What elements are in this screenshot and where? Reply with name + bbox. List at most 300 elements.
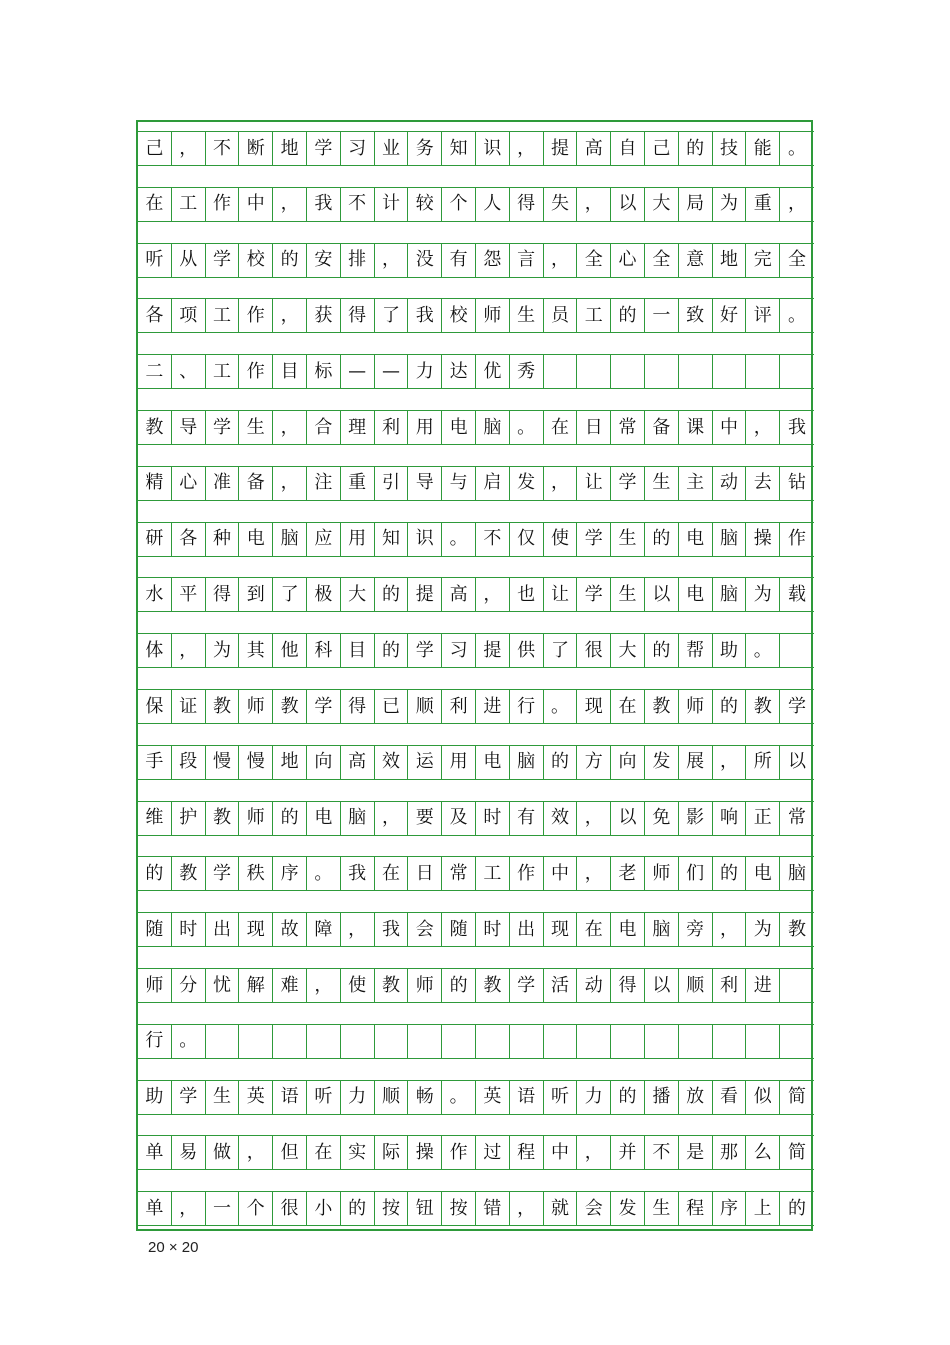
grid-cell: 学 [780, 689, 814, 724]
grid-cell: 顺 [375, 1080, 409, 1115]
grid-cell: 放 [679, 1080, 713, 1115]
grid-cell: ， [577, 801, 611, 836]
grid-cell: 以 [780, 745, 814, 780]
grid-cell: 们 [679, 856, 713, 891]
grid-cell: 中 [544, 1135, 578, 1170]
grid-cell: ， [273, 187, 307, 222]
grid-cell: 中 [239, 187, 273, 222]
grid-cell: 及 [442, 801, 476, 836]
grid-cell: 全 [780, 243, 814, 278]
grid-cell: 作 [510, 856, 544, 891]
grid-cell: 载 [780, 577, 814, 612]
grid-cell: — [341, 354, 375, 389]
grid-cell: 校 [442, 298, 476, 333]
grid-cell: 心 [172, 466, 206, 501]
grid-cell: 。 [544, 689, 578, 724]
grid-cell: 生 [645, 466, 679, 501]
grid-cell: 与 [442, 466, 476, 501]
grid-cell: 助 [713, 633, 747, 668]
grid-cell: 怨 [476, 243, 510, 278]
grid-cell: 在 [544, 410, 578, 445]
grid-cell: 电 [307, 801, 341, 836]
grid-cell: 局 [679, 187, 713, 222]
grid-cell [780, 1024, 814, 1059]
grid-cell: 备 [645, 410, 679, 445]
grid-cell: 作 [206, 187, 240, 222]
grid-cell: 力 [408, 354, 442, 389]
grid-cell: 简 [780, 1135, 814, 1170]
grid-cell: 听 [544, 1080, 578, 1115]
grid-cell: 的 [611, 1080, 645, 1115]
grid-cell: 作 [780, 522, 814, 557]
grid-cell: 听 [138, 243, 172, 278]
grid-cell: 按 [442, 1191, 476, 1226]
grid-cell: 方 [577, 745, 611, 780]
grid-cell: ， [375, 801, 409, 836]
grid-cell: 脑 [713, 577, 747, 612]
grid-cell: 实 [341, 1135, 375, 1170]
grid-cell [713, 354, 747, 389]
grid-cell: 单 [138, 1135, 172, 1170]
grid-cell: 向 [307, 745, 341, 780]
grid-cell: 工 [206, 298, 240, 333]
grid-cell: 为 [746, 912, 780, 947]
grid-cell: 知 [442, 131, 476, 166]
grid-cell: 工 [172, 187, 206, 222]
grid-cell: 按 [375, 1191, 409, 1226]
grid-cell: 播 [645, 1080, 679, 1115]
grid-cell: 行 [510, 689, 544, 724]
grid-cell: 意 [679, 243, 713, 278]
grid-cell: 常 [780, 801, 814, 836]
grid-cell: 电 [746, 856, 780, 891]
grid-cell: 电 [476, 745, 510, 780]
grid-cell [544, 354, 578, 389]
grid-cell: 顺 [679, 968, 713, 1003]
grid-cell: 脑 [273, 522, 307, 557]
grid-cell: 大 [611, 633, 645, 668]
grid-cell: 动 [713, 466, 747, 501]
grid-cell: 的 [645, 633, 679, 668]
grid-cell: 学 [172, 1080, 206, 1115]
grid-cell: 师 [645, 856, 679, 891]
grid-cell: ， [577, 856, 611, 891]
grid-cell: 师 [476, 298, 510, 333]
grid-cell: 大 [645, 187, 679, 222]
grid-cell: 慢 [239, 745, 273, 780]
grid-cell: 动 [577, 968, 611, 1003]
grid-cell: 钮 [408, 1191, 442, 1226]
grid-cell: 其 [239, 633, 273, 668]
grid-cell: 常 [611, 410, 645, 445]
grid-cell: 易 [172, 1135, 206, 1170]
grid-cell: 利 [442, 689, 476, 724]
grid-cell: 利 [713, 968, 747, 1003]
grid-cell [679, 354, 713, 389]
grid-cell: 的 [341, 1191, 375, 1226]
grid-cell: 导 [408, 466, 442, 501]
grid-cell: ， [510, 131, 544, 166]
grid-cell: 证 [172, 689, 206, 724]
grid-cell [611, 354, 645, 389]
grid-cell: 电 [679, 577, 713, 612]
grid-cell: 合 [307, 410, 341, 445]
grid-cell: 提 [544, 131, 578, 166]
grid-cell: 一 [645, 298, 679, 333]
grid-cell: 英 [239, 1080, 273, 1115]
grid-cell: 不 [206, 131, 240, 166]
grid-cell: 全 [645, 243, 679, 278]
grid-cell: 学 [206, 243, 240, 278]
grid-cell: 以 [645, 577, 679, 612]
grid-cell: 。 [746, 633, 780, 668]
grid-cell: 让 [577, 466, 611, 501]
grid-cell: 听 [307, 1080, 341, 1115]
grid-cell [746, 354, 780, 389]
grid-cell: ， [273, 298, 307, 333]
grid-cell: 启 [476, 466, 510, 501]
grid-cell: 力 [577, 1080, 611, 1115]
grid-cell: 习 [442, 633, 476, 668]
grid-cell: 的 [544, 745, 578, 780]
grid-cell: 教 [273, 689, 307, 724]
grid-cell: 操 [408, 1135, 442, 1170]
grid-row [138, 968, 811, 1003]
grid-cell: 识 [476, 131, 510, 166]
grid-cell: 我 [341, 856, 375, 891]
grid-cell: ， [273, 410, 307, 445]
grid-cell: 的 [273, 243, 307, 278]
grid-cell: 学 [307, 689, 341, 724]
grid-cell [442, 1024, 476, 1059]
grid-cell [611, 1024, 645, 1059]
grid-row [138, 298, 811, 333]
grid-cell: 目 [273, 354, 307, 389]
grid-cell: 教 [138, 410, 172, 445]
grid-cell: 个 [442, 187, 476, 222]
grid-cell: 生 [510, 298, 544, 333]
grid-cell: 己 [645, 131, 679, 166]
grid-cell: 学 [206, 410, 240, 445]
grid-cell: 不 [341, 187, 375, 222]
grid-cell: 心 [611, 243, 645, 278]
grid-cell: 高 [442, 577, 476, 612]
grid-cell: 电 [239, 522, 273, 557]
grid-cell: 的 [713, 856, 747, 891]
grid-cell: ， [780, 187, 814, 222]
grid-cell: 展 [679, 745, 713, 780]
grid-cell: 力 [341, 1080, 375, 1115]
grid-cell: 生 [206, 1080, 240, 1115]
grid-cell [679, 1024, 713, 1059]
grid-cell: ， [577, 187, 611, 222]
grid-cell: 脑 [510, 745, 544, 780]
grid-cell [645, 1024, 679, 1059]
grid-cell: 能 [746, 131, 780, 166]
grid-cell: 过 [476, 1135, 510, 1170]
grid-cell: 计 [375, 187, 409, 222]
grid-cell [341, 1024, 375, 1059]
grid-cell: ， [172, 1191, 206, 1226]
grid-cell: ， [746, 410, 780, 445]
grid-row [138, 1135, 811, 1170]
grid-cell: 导 [172, 410, 206, 445]
grid-cell: 效 [375, 745, 409, 780]
grid-cell: 去 [746, 466, 780, 501]
grid-cell: ， [273, 466, 307, 501]
grid-cell: 了 [375, 298, 409, 333]
grid-cell: 到 [239, 577, 273, 612]
grid-cell [510, 1024, 544, 1059]
grid-cell: 随 [138, 912, 172, 947]
grid-cell [476, 1024, 510, 1059]
grid-cell: 个 [239, 1191, 273, 1226]
grid-cell: 畅 [408, 1080, 442, 1115]
grid-cell: 全 [577, 243, 611, 278]
grid-cell: 生 [645, 1191, 679, 1226]
grid-cell [544, 1024, 578, 1059]
grid-cell: 时 [172, 912, 206, 947]
grid-cell: 似 [746, 1080, 780, 1115]
grid-cell: 要 [408, 801, 442, 836]
grid-cell: 好 [713, 298, 747, 333]
grid-cell: 师 [239, 801, 273, 836]
grid-cell: 脑 [645, 912, 679, 947]
grid-row [138, 1024, 811, 1059]
grid-cell: 程 [679, 1191, 713, 1226]
grid-cell: 水 [138, 577, 172, 612]
grid-cell: 序 [713, 1191, 747, 1226]
grid-cell: 各 [138, 298, 172, 333]
grid-cell: ， [307, 968, 341, 1003]
grid-cell: 高 [341, 745, 375, 780]
grid-cell: 教 [206, 689, 240, 724]
grid-cell: 有 [442, 243, 476, 278]
grid-cell: 让 [544, 577, 578, 612]
grid-cell: ， [341, 912, 375, 947]
grid-cell: 、 [172, 354, 206, 389]
grid-cell: 以 [611, 187, 645, 222]
grid-row [138, 410, 811, 445]
grid-cell: 作 [442, 1135, 476, 1170]
grid-cell: 中 [544, 856, 578, 891]
grid-cell: 忧 [206, 968, 240, 1003]
grid-cell: 效 [544, 801, 578, 836]
grid-cell: 学 [611, 466, 645, 501]
grid-cell: 的 [713, 689, 747, 724]
grid-cell: 仅 [510, 522, 544, 557]
grid-row [138, 522, 811, 557]
grid-cell: 标 [307, 354, 341, 389]
grid-cell: 以 [611, 801, 645, 836]
grid-cell: 师 [138, 968, 172, 1003]
grid-cell: 用 [341, 522, 375, 557]
grid-cell: 我 [375, 912, 409, 947]
grid-cell: 的 [442, 968, 476, 1003]
grid-cell: 。 [510, 410, 544, 445]
grid-cell: 分 [172, 968, 206, 1003]
grid-cell: 序 [273, 856, 307, 891]
grid-cell: 脑 [476, 410, 510, 445]
grid-row [138, 131, 811, 166]
grid-cell: 使 [341, 968, 375, 1003]
grid-cell: 在 [577, 912, 611, 947]
grid-cell: 发 [645, 745, 679, 780]
grid-cell: 识 [408, 522, 442, 557]
grid-cell: ， [375, 243, 409, 278]
grid-cell: 我 [780, 410, 814, 445]
grid-cell: 学 [510, 968, 544, 1003]
grid-cell: 提 [408, 577, 442, 612]
grid-cell: 在 [611, 689, 645, 724]
grid-cell: ， [577, 1135, 611, 1170]
grid-cell: 语 [510, 1080, 544, 1115]
grid-cell: 以 [645, 968, 679, 1003]
grid-cell: 有 [510, 801, 544, 836]
grid-cell: 教 [746, 689, 780, 724]
grid-cell: 不 [476, 522, 510, 557]
grid-cell: 各 [172, 522, 206, 557]
grid-cell: 发 [611, 1191, 645, 1226]
grid-cell: 语 [273, 1080, 307, 1115]
grid-cell: 。 [780, 131, 814, 166]
grid-cell: ， [476, 577, 510, 612]
grid-cell: 目 [341, 633, 375, 668]
grid-cell: 应 [307, 522, 341, 557]
grid-row [138, 1080, 811, 1115]
grid-cell: 脑 [713, 522, 747, 557]
grid-cell [645, 354, 679, 389]
grid-cell: 学 [577, 522, 611, 557]
grid-cell: 向 [611, 745, 645, 780]
grid-cell: 教 [375, 968, 409, 1003]
grid-cell: 我 [307, 187, 341, 222]
grid-row [138, 856, 811, 891]
grid-cell: 准 [206, 466, 240, 501]
grid-cell: 故 [273, 912, 307, 947]
grid-cell: 我 [408, 298, 442, 333]
grid-row [138, 745, 811, 780]
grid-cell: 手 [138, 745, 172, 780]
grid-cell: 为 [206, 633, 240, 668]
grid-cell: 已 [375, 689, 409, 724]
grid-cell: 学 [577, 577, 611, 612]
grid-cell: 重 [746, 187, 780, 222]
grid-cell [408, 1024, 442, 1059]
grid-cell: 师 [239, 689, 273, 724]
grid-cell: 看 [713, 1080, 747, 1115]
grid-row [138, 466, 811, 501]
grid-cell: 的 [645, 522, 679, 557]
grid-cell: 出 [206, 912, 240, 947]
grid-cell: 种 [206, 522, 240, 557]
grid-cell: 上 [746, 1191, 780, 1226]
grid-cell: — [375, 354, 409, 389]
grid-cell: 课 [679, 410, 713, 445]
grid-cell: 的 [273, 801, 307, 836]
grid-cell [375, 1024, 409, 1059]
grid-cell: 小 [307, 1191, 341, 1226]
grid-cell [713, 1024, 747, 1059]
grid-cell: 得 [510, 187, 544, 222]
grid-cell: ， [713, 745, 747, 780]
grid-cell: 维 [138, 801, 172, 836]
grid-cell [746, 1024, 780, 1059]
grid-cell: 现 [544, 912, 578, 947]
grid-cell: 日 [577, 410, 611, 445]
manuscript-grid [136, 120, 813, 1231]
grid-cell: 旁 [679, 912, 713, 947]
grid-cell: 会 [577, 1191, 611, 1226]
grid-cell: 帮 [679, 633, 713, 668]
grid-cell: 务 [408, 131, 442, 166]
grid-cell: 秩 [239, 856, 273, 891]
grid-cell [577, 1024, 611, 1059]
grid-cell: 使 [544, 522, 578, 557]
grid-cell: 。 [172, 1024, 206, 1059]
grid-row [138, 912, 811, 947]
grid-cell: 学 [206, 856, 240, 891]
grid-cell: 校 [239, 243, 273, 278]
grid-cell: ， [544, 466, 578, 501]
grid-cell: 的 [780, 1191, 814, 1226]
grid-cell: 活 [544, 968, 578, 1003]
grid-cell: 脑 [780, 856, 814, 891]
grid-cell: 他 [273, 633, 307, 668]
grid-cell: 不 [645, 1135, 679, 1170]
grid-cell: 排 [341, 243, 375, 278]
grid-cell: 从 [172, 243, 206, 278]
grid-cell: 达 [442, 354, 476, 389]
grid-cell: 。 [442, 1080, 476, 1115]
grid-cell: 难 [273, 968, 307, 1003]
grid-cell: 地 [713, 243, 747, 278]
grid-cell: 程 [510, 1135, 544, 1170]
grid-cell: 正 [746, 801, 780, 836]
grid-cell: 行 [138, 1024, 172, 1059]
grid-row [138, 801, 811, 836]
grid-cell: 钻 [780, 466, 814, 501]
grid-cell: 生 [611, 522, 645, 557]
grid-cell: 生 [239, 410, 273, 445]
grid-cell: ， [239, 1135, 273, 1170]
grid-size-label: 20 × 20 [148, 1239, 199, 1256]
grid-cell: 工 [476, 856, 510, 891]
grid-cell: 用 [408, 410, 442, 445]
grid-cell: ， [510, 1191, 544, 1226]
grid-cell: 顺 [408, 689, 442, 724]
grid-cell: 进 [476, 689, 510, 724]
grid-cell: 中 [713, 410, 747, 445]
grid-cell: 单 [138, 1191, 172, 1226]
grid-cell: 精 [138, 466, 172, 501]
grid-cell: 教 [476, 968, 510, 1003]
grid-cell [780, 968, 814, 1003]
grid-cell: 地 [273, 745, 307, 780]
grid-cell: 师 [408, 968, 442, 1003]
grid-cell: 教 [780, 912, 814, 947]
grid-cell: 极 [307, 577, 341, 612]
grid-cell: 电 [611, 912, 645, 947]
grid-cell: 了 [273, 577, 307, 612]
grid-cell: 解 [239, 968, 273, 1003]
grid-cell: 得 [341, 689, 375, 724]
grid-cell: 也 [510, 577, 544, 612]
grid-cell: 么 [746, 1135, 780, 1170]
grid-cell: 主 [679, 466, 713, 501]
grid-cell: ， [172, 131, 206, 166]
grid-cell: 科 [307, 633, 341, 668]
